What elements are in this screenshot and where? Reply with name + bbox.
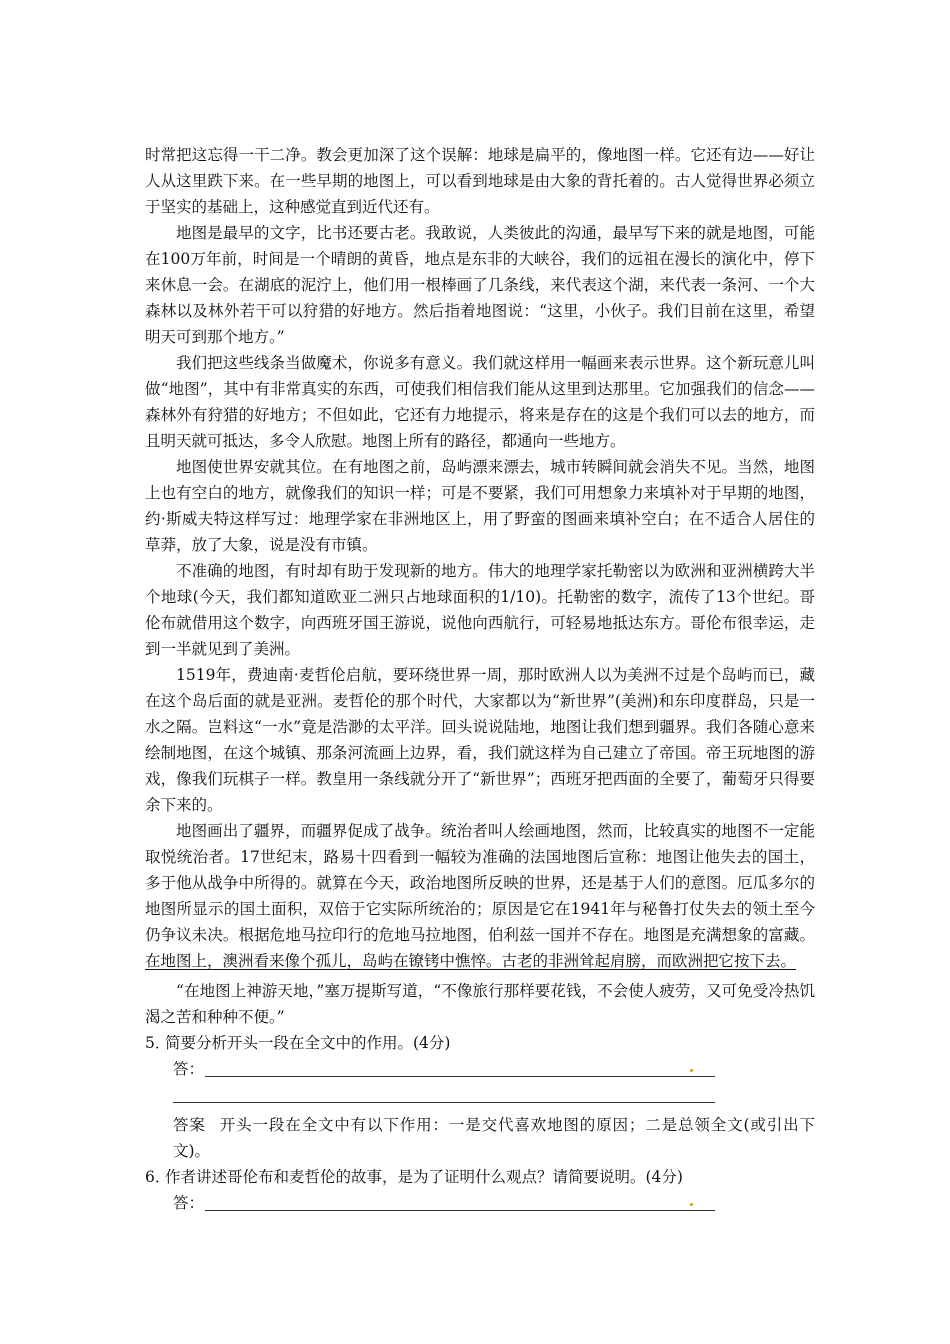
question-6-text: 作者讲述哥伦布和麦哲伦的故事，是为了证明什么观点？请简要说明。(4分) <box>165 1168 683 1186</box>
answer-blank-5b <box>173 1102 715 1103</box>
question-6 <box>145 1164 815 1190</box>
answer-label-6: 答： <box>173 1194 205 1212</box>
paragraph-6: 1519年，费迪南·麦哲伦启航，要环绕世界一周，那时欧洲人以为美洲不过是个岛屿而已，藏在这个岛后面的就是亚洲。麦哲伦的那个时代，大家都以为“新世界”(美洲)和东印度群岛，只是一水之隔。岂料这“一水”竟是浩渺的太平洋。回头说说陆地，地图让我们想到疆界。我们各随心意来绘制地图，在这个城镇、那条河流画上边界，看，我们就这样为自己建立了帝国。帝王玩地图的游戏，像我们玩棋子一样。教皇用一条线就分开了“新世界”；西班牙把西面的全要了，葡萄牙只得要余下来的。 <box>145 666 815 814</box>
mark-dot <box>690 1069 693 1072</box>
paragraph-1: 时常把这忘得一干二净。教会更加深了这个误解：地球是扁平的，像地图一样。它还有边——好让人从这里跌下来。在一些早期的地图上，可以看到地球是由大象的背托着的。古人觉得世界必须立于坚实的基础上，这种感觉直到近代还有。 <box>145 146 815 216</box>
paragraph-3: 我们把这些线条当做魔术，你说多有意义。我们就这样用一幅画来表示世界。这个新玩意儿叫做“地图”，其中有非常真实的东西，可使我们相信我们能从这里到达那里。它加强我们的信念——森林外有狩猎的好地方；不但如此，它还有力地提示，将来是存在的这是个我们可以去的地方，而且明天就可抵达，多令人欣慰。地图上所有的路径，都通向一些地方。 <box>145 354 815 450</box>
answer-key-label: 答案 <box>173 1116 206 1134</box>
question-5-number: 5． <box>145 1034 171 1052</box>
answer-blank-6 <box>205 1210 715 1211</box>
question-5-text: 简要分析开头一段在全文中的作用。(4分) <box>165 1034 451 1052</box>
answer-line-6[interactable] <box>173 1190 815 1216</box>
paragraph-4: 地图使世界安就其位。在有地图之前，岛屿漂来漂去，城市转瞬间就会消失不见。当然，地图上也有空白的地方，就像我们的知识一样；可是不要紧，我们可用想象力来填补对于早期的地图，约·斯威夫特这样写过：地理学家在非洲地区上，用了野蛮的图画来填补空白；在不适合人居住的草莽，放了大象，说是没有市镇。 <box>145 458 815 554</box>
paragraph-5: 不准确的地图，有时却有助于发现新的地方。伟大的地理学家托勒密以为欧洲和亚洲横跨大半个地球(今天，我们都知道欧亚二洲只占地球面积的1/10)。托勒密的数字，流传了13个世纪。哥伦布就借用这个数字，向西班牙国王游说，说他向西航行，可轻易地抵达东方。哥伦布很幸运，走到一半就见到了美洲。 <box>145 562 815 658</box>
answer-key-text: 开头一段在全文中有以下作用：一是交代喜欢地图的原因；二是总领全文(或引出下文)。 <box>173 1116 815 1160</box>
document-page <box>145 142 815 1216</box>
answer-key-5 <box>173 1112 815 1164</box>
answer-label-5: 答： <box>173 1060 205 1078</box>
underlined-sentence: 在地图上，澳洲看来像个孤儿，岛屿在镣铐中憔悴。古老的非洲耸起肩膀，而欧洲把它按下去。 <box>145 952 797 970</box>
answer-line-5b[interactable] <box>173 1082 815 1108</box>
question-5 <box>145 1030 815 1056</box>
paragraph-2: 地图是最早的文字，比书还要古老。我敢说，人类彼此的沟通，最早写下来的就是地图，可能在100万年前，时间是一个晴朗的黄昏，地点是东非的大峡谷，我们的远祖在漫长的演化中，停下来休息一会。在湖底的泥泞上，他们用一根棒画了几条线，来代表这个湖，来代表一条河、一个大森林以及林外若干可以狩猎的好地方。然后指着地图说：“这里，小伙子。我们目前在这里，希望明天可到那个地方。” <box>145 224 815 346</box>
answer-line-5[interactable] <box>173 1056 815 1082</box>
paragraph-8: “在地图上神游天地，”塞万提斯写道，“不像旅行那样要花钱，不会使人疲劳，又可免受冷热饥渴之苦和种种不便。” <box>145 982 815 1026</box>
mark-dot-6 <box>690 1203 693 1206</box>
answer-blank-5a <box>205 1076 715 1077</box>
paragraph-7-text: 地图画出了疆界，而疆界促成了战争。统治者叫人绘画地图，然而，比较真实的地图不一定能取悦统治者。17世纪末，路易十四看到一幅较为准确的法国地图后宣称：地图让他失去的国土，多于他从战争中所得的。就算在今天，政治地图所反映的世界，还是基于人们的意图。厄瓜多尔的地图所显示的国土面积，双倍于它实际所统治的；原因是它在1941年与秘鲁打仗失去的领土至今仍争议未决。根据危地马拉印行的危地马拉地图，伯利兹一国并不存在。地图是充满想象的富藏。 <box>145 822 815 944</box>
paragraph-7 <box>145 818 815 974</box>
question-6-number: 6． <box>145 1168 171 1186</box>
